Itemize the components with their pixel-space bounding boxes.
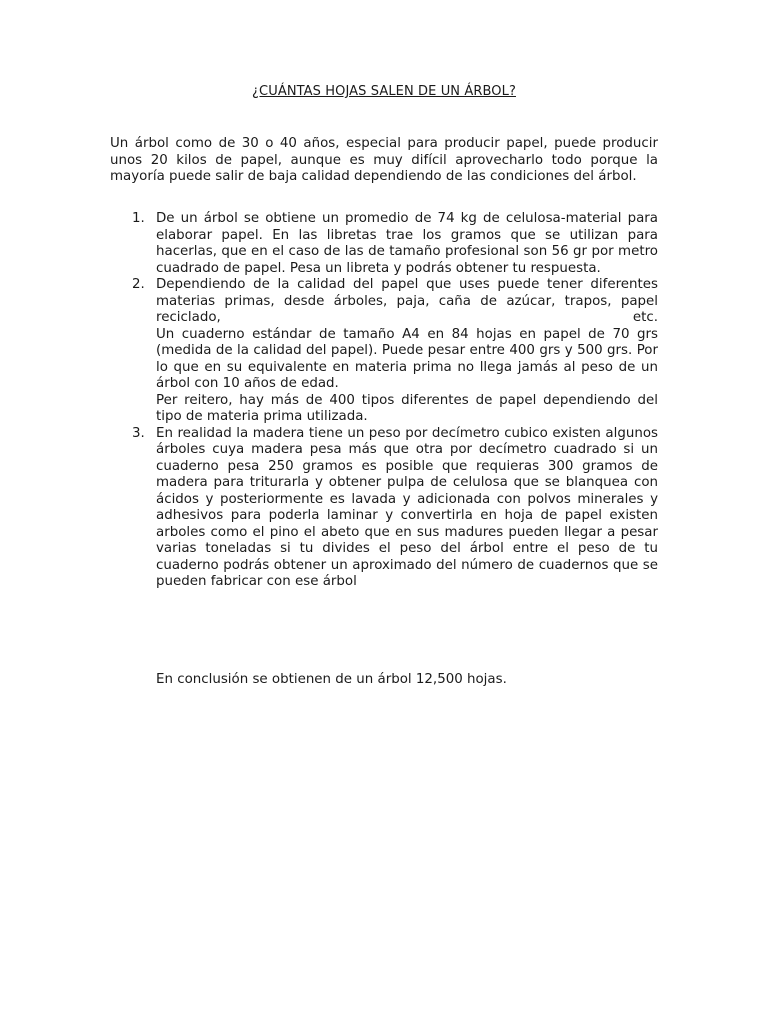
list-item-number: 1.: [132, 211, 145, 226]
list-item-paragraph: Dependiendo de la calidad del papel que uses puede tener diferentes materias primas, desde árboles, paja, caña de azúcar, trapos, papel reciclado, etc.: [156, 277, 658, 325]
list-item-number: 2.: [132, 277, 145, 292]
list-item: [132, 211, 658, 277]
list-item-paragraph: De un árbol se obtiene un promedio de 74 kg de celulosa-material para elaborar papel. En las libretas trae los gramos que se utilizan para hacerlas, que en el caso de las de tamaño profesional son 56 gr por metro cuadrado de papel. Pesa un libreta y podrás obtener tu respuesta.: [156, 211, 658, 276]
list-item-paragraph: En realidad la madera tiene un peso por decímetro cubico existen algunos árboles cuya madera pesa más que otra por decímetro cuadrado si un cuaderno pesa 250 gramos es posible que requieras 300 gramos de madera para triturarla y obtener pulpa de celulosa que se blanquea con ácidos y posteriormente es lavada y adicionada con polvos minerales y adhesivos para poderla laminar y convertirla en hoja de papel existen arboles como el pino el abeto que en sus madures pueden llegar a pesar varias toneladas si tu divides el peso del árbol entre el peso de tu cuaderno podrás obtener un aproximado del número de cuadernos que se pueden fabricar con ese árbol: [156, 425, 658, 589]
intro-paragraph: Un árbol como de 30 o 40 años, especial para producir papel, puede producir unos 20 kilos de papel, aunque es muy difícil aprovecharlo todo porque la mayoría puede salir de baja calidad dependiendo de las condiciones del árbol.: [110, 136, 658, 184]
document-title: ¿CUÁNTAS HOJAS SALEN DE UN ÁRBOL?: [252, 84, 516, 99]
list-item-paragraph: Per reitero, hay más de 400 tipos diferentes de papel dependiendo del tipo de materia prima utilizada.: [156, 392, 658, 424]
list-item: [132, 425, 658, 591]
list-item-paragraph: Un cuaderno estándar de tamaño A4 en 84 hojas en papel de 70 grs (medida de la calidad del papel). Puede pesar entre 400 grs y 500 grs. Por lo que en su equivalente en materia prima no llega jamás al peso de un árbol con 10 años de edad.: [156, 326, 658, 391]
list-item-number: 3.: [132, 425, 145, 441]
conclusion-paragraph: En conclusión se obtienen de un árbol 12,500 hojas.: [156, 672, 507, 687]
numbered-list: [132, 211, 658, 591]
list-item: [132, 277, 658, 426]
